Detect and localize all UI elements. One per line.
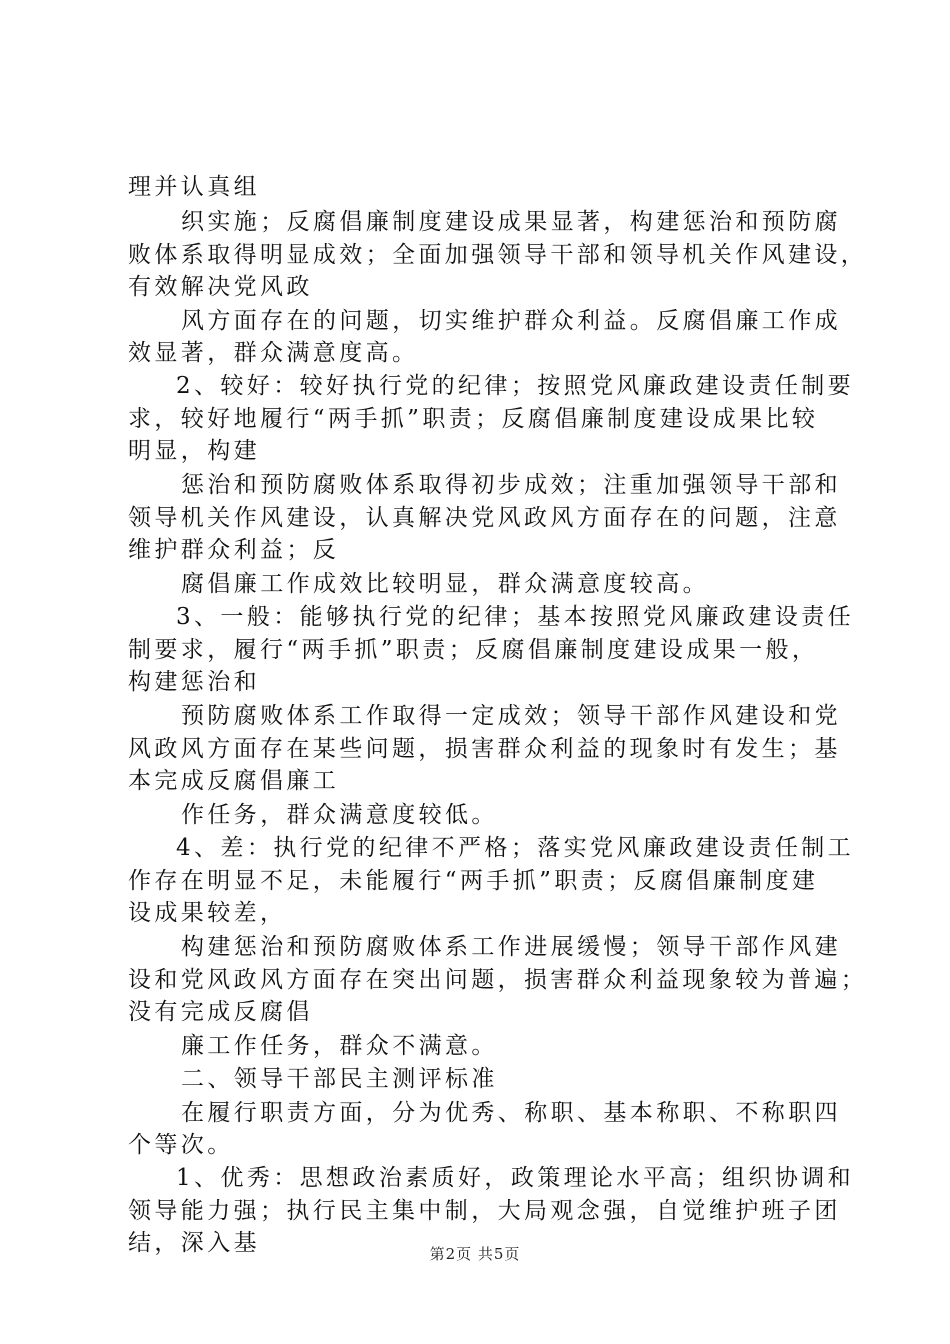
text-line: 效显著，群众满意度高。 xyxy=(128,340,419,366)
text-line: 风方面存在的问题，切实维护群众利益。反腐倡廉工作成 xyxy=(181,308,841,334)
text-line: 构建惩治和 xyxy=(128,669,260,695)
text-line: 在履行职责方面，分为优秀、称职、基本称职、不称职四 xyxy=(181,1100,841,1126)
text-line: 作任务，群众满意度较低。 xyxy=(181,802,498,828)
text-line: 求，较好地履行“两手抓”职责；反腐倡廉制度建设成果比较 xyxy=(128,406,819,432)
text-line: 织实施；反腐倡廉制度建设成果显著，构建惩治和预防腐 xyxy=(181,209,841,235)
text-line: 腐倡廉工作成效比较明显，群众满意度较高。 xyxy=(181,571,709,597)
text-line: 作存在明显不足，未能履行“两手抓”职责；反腐倡廉制度建 xyxy=(128,868,819,894)
text-line: 结，深入基 xyxy=(128,1230,260,1256)
text-line: 个等次。 xyxy=(128,1132,234,1158)
text-line: 没有完成反腐倡 xyxy=(128,999,313,1025)
text-line: 廉工作任务，群众不满意。 xyxy=(181,1033,498,1059)
text-line: 维护群众利益；反 xyxy=(128,537,340,563)
text-line: 3、一般：能够执行党的纪律；基本按照党风廉政建设责任 xyxy=(176,604,855,630)
text-line: 构建惩治和预防腐败体系工作进展缓慢；领导干部作风建 xyxy=(181,934,841,960)
section-heading: 二、领导干部民主测评标准 xyxy=(181,1066,498,1092)
text-line: 风政风方面存在某些问题，损害群众利益的现象时有发生；基 xyxy=(128,736,841,762)
text-line: 设成果较差， xyxy=(128,900,287,926)
text-line: 1、优秀：思想政治素质好，政策理论水平高；组织协调和 xyxy=(176,1165,855,1191)
text-line: 预防腐败体系工作取得一定成效；领导干部作风建设和党 xyxy=(181,703,841,729)
text-line: 理并认真组 xyxy=(128,174,260,200)
text-line: 2、较好：较好执行党的纪律；按照党风廉政建设责任制要 xyxy=(176,373,855,399)
text-line: 败体系取得明显成效；全面加强领导干部和领导机关作风建设， xyxy=(128,242,868,268)
text-line: 领导能力强；执行民主集中制，大局观念强，自觉维护班子团 xyxy=(128,1198,841,1224)
text-line: 惩治和预防腐败体系取得初步成效；注重加强领导干部和 xyxy=(181,472,841,498)
text-line: 明显，构建 xyxy=(128,438,260,464)
text-line: 领导机关作风建设，认真解决党风政风方面存在的问题，注意 xyxy=(128,505,841,531)
text-line: 设和党风政风方面存在突出问题，损害群众利益现象较为普遍； xyxy=(128,967,868,993)
text-line: 4、差：执行党的纪律不严格；落实党风廉政建设责任制工 xyxy=(176,835,855,861)
page-number-footer: 第2页 共5页 xyxy=(429,1245,521,1263)
text-line: 有效解决党风政 xyxy=(128,274,313,300)
text-line: 制要求，履行“两手抓”职责；反腐倡廉制度建设成果一般， xyxy=(128,637,819,663)
text-line: 本完成反腐倡廉工 xyxy=(128,768,340,794)
